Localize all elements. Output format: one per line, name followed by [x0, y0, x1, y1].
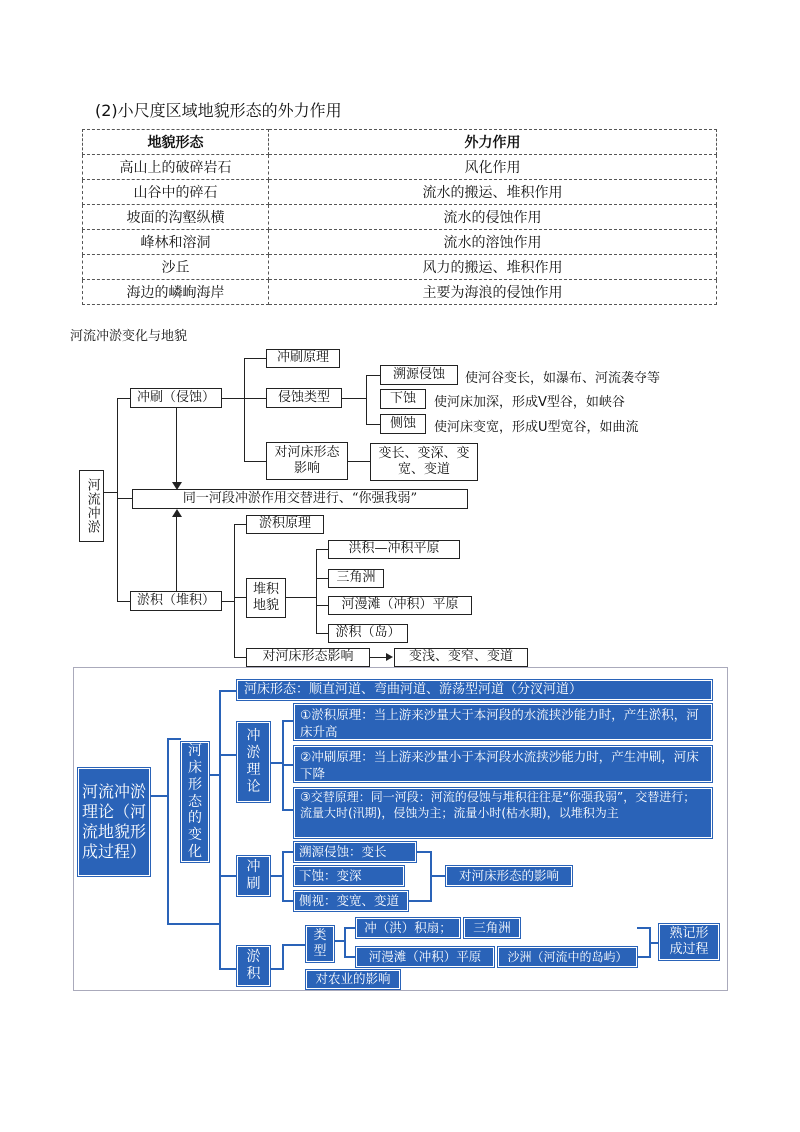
principle-2-box: ②冲刷原理：当上游来沙量小于本河段水流挟沙能力时，产生冲刷，河床下降 [294, 746, 712, 782]
connector [270, 875, 282, 877]
bed-effect-result-box: 变长、变深、变宽、变道 [370, 443, 478, 481]
connector [408, 900, 432, 902]
cell-landform: 高山上的破碎岩石 [83, 155, 269, 180]
connector [270, 762, 282, 764]
root-box: 河流冲淤 [79, 470, 104, 542]
memorize-box: 熟记形成过程 [659, 924, 719, 960]
erosion-box: 冲刷（侵蚀） [130, 388, 222, 408]
type-item-1: 冲（洪）积扇； [356, 918, 460, 938]
connector [149, 795, 167, 797]
connector [234, 524, 235, 658]
deposition-principle-box: 淤积原理 [246, 515, 324, 534]
connector [117, 601, 130, 602]
erosion-types-box: 侵蚀类型 [266, 388, 342, 408]
type-item-3: 河漫滩（冲积）平原 [356, 947, 494, 967]
type-box: 类型 [306, 926, 334, 962]
downcut-box: 下蚀 [380, 389, 426, 409]
connector [117, 398, 130, 399]
cell-force: 流水的侵蚀作用 [269, 205, 717, 230]
connector [342, 398, 366, 399]
delta-box: 三角洲 [328, 569, 384, 588]
theory-box: 冲淤理论 [237, 722, 270, 802]
header-landform: 地貌形态 [83, 130, 269, 155]
table-row [83, 255, 717, 280]
connector [282, 944, 284, 970]
scour-item-1: 溯源侵蚀：变长 [294, 842, 416, 862]
connector [316, 633, 328, 634]
connector [344, 927, 356, 929]
alternate-box: 同一河段冲淤作用交替进行、“你强我弱” [132, 489, 468, 509]
connector [176, 408, 177, 488]
connector [167, 738, 169, 924]
connector [649, 942, 659, 944]
scour-effect-box: 对河床形态的影响 [446, 866, 572, 886]
header-force: 外力作用 [269, 130, 717, 155]
cell-force: 主要为海浪的侵蚀作用 [269, 280, 717, 305]
table-row [83, 180, 717, 205]
connector [282, 809, 294, 811]
connector [219, 875, 237, 877]
type-item-4: 沙洲（河流中的岛屿） [498, 947, 637, 967]
connector [234, 524, 246, 525]
connector [316, 549, 317, 633]
river-theory-diagram [73, 667, 728, 991]
headward-desc: 使河谷变长，如瀑布、河流袭夺等 [465, 371, 661, 386]
table-row [83, 205, 717, 230]
connector [234, 597, 246, 598]
connector [366, 424, 380, 425]
table-header-row [83, 130, 717, 155]
type-item-2: 三角洲 [464, 918, 520, 938]
deposition-box: 淤积（堆积） [130, 591, 222, 611]
connector [316, 549, 328, 550]
connector [167, 738, 181, 740]
connector [219, 690, 221, 970]
cell-landform: 坡面的沟壑纵横 [83, 205, 269, 230]
deposit-landform-box: 堆积地貌 [246, 578, 286, 618]
cell-force: 流水的搬运、堆积作用 [269, 180, 717, 205]
diagram-subtitle: 河流冲淤变化与地貌 [70, 329, 188, 344]
connector [344, 927, 346, 957]
cell-landform: 海边的嶙峋海岸 [83, 280, 269, 305]
scour-box: 冲刷 [237, 856, 270, 896]
connector [344, 956, 356, 958]
connector [219, 690, 237, 692]
connector [244, 398, 266, 399]
connector [282, 851, 294, 853]
table-row [83, 280, 717, 305]
connector [366, 375, 367, 424]
connector [244, 358, 266, 359]
cell-force: 风化作用 [269, 155, 717, 180]
connector [316, 605, 328, 606]
deposit-box: 淤积 [237, 946, 270, 986]
agri-box: 对农业的影响 [306, 970, 400, 989]
connector [348, 461, 370, 462]
erosion-principle-box: 冲刷原理 [266, 349, 340, 368]
connector [432, 875, 446, 877]
cell-force: 风力的搬运、堆积作用 [269, 255, 717, 280]
root-box: 河流冲淤理论（河流地貌形成过程） [78, 768, 150, 876]
landform-table [82, 129, 717, 305]
connector [286, 597, 316, 598]
scour-item-2: 下蚀：变深 [294, 866, 404, 886]
bed-effect2-box: 对河床形态影响 [246, 648, 370, 667]
connector [222, 398, 244, 399]
alluvial-plain-box: 洪积—冲积平原 [328, 540, 460, 559]
connector [219, 968, 237, 970]
connector [103, 492, 117, 493]
connector [244, 461, 266, 462]
connector [282, 851, 284, 901]
connector [416, 851, 432, 853]
connector [117, 398, 118, 602]
arrow-up-icon [172, 509, 182, 517]
downcut-desc: 使河床加深，形成V型谷，如峡谷 [434, 395, 625, 410]
cell-landform: 沙丘 [83, 255, 269, 280]
scour-item-3: 侧视：变宽、变道 [294, 891, 408, 911]
cell-force: 流水的溶蚀作用 [269, 230, 717, 255]
bed-form-box: 河床形态：顺直河道、弯曲河道、游荡型河道（分汊河道） [237, 680, 712, 700]
lateral-desc: 使河床变宽，形成U型宽谷，如曲流 [434, 420, 639, 435]
principle-3-box: ③交替原理：同一河段：河流的侵蚀与堆积往往是“你强我弱”，交替进行；流量大时(汛期)，侵蚀为主；流量小时(枯水期)，以堆积为主 [294, 788, 712, 838]
island-box: 淤积（岛） [328, 624, 408, 643]
connector [244, 358, 245, 462]
connector [334, 940, 344, 942]
connector [282, 764, 294, 766]
connector [219, 754, 237, 756]
table-row [83, 230, 717, 255]
arrow-right-icon [386, 653, 393, 661]
connector [222, 601, 234, 602]
cell-landform: 峰林和溶洞 [83, 230, 269, 255]
connector [209, 774, 219, 776]
floodplain-box: 河漫滩（冲积）平原 [328, 596, 472, 615]
connector [366, 375, 380, 376]
connector [270, 968, 282, 970]
bed-effect-box: 对河床形态影响 [266, 442, 348, 480]
connector [282, 720, 294, 722]
bed-change-box: 河床形态的变化 [181, 742, 209, 862]
connector [282, 900, 294, 902]
connector [316, 578, 328, 579]
section-heading: (2)小尺度区域地貌形态的外力作用 [95, 101, 342, 120]
lateral-box: 侧蚀 [380, 414, 426, 434]
cell-landform: 山谷中的碎石 [83, 180, 269, 205]
table-row [83, 155, 717, 180]
connector [176, 515, 177, 591]
connector [282, 944, 306, 946]
principle-1-box: ①淤积原理：当上游来沙量大于本河段的水流挟沙能力时，产生淤积，河床升高 [294, 704, 712, 740]
connector [167, 923, 220, 925]
bed-effect2-result-box: 变浅、变窄、变道 [394, 648, 528, 667]
headward-box: 溯源侵蚀 [380, 365, 458, 385]
connector [234, 657, 246, 658]
connector [117, 498, 132, 499]
